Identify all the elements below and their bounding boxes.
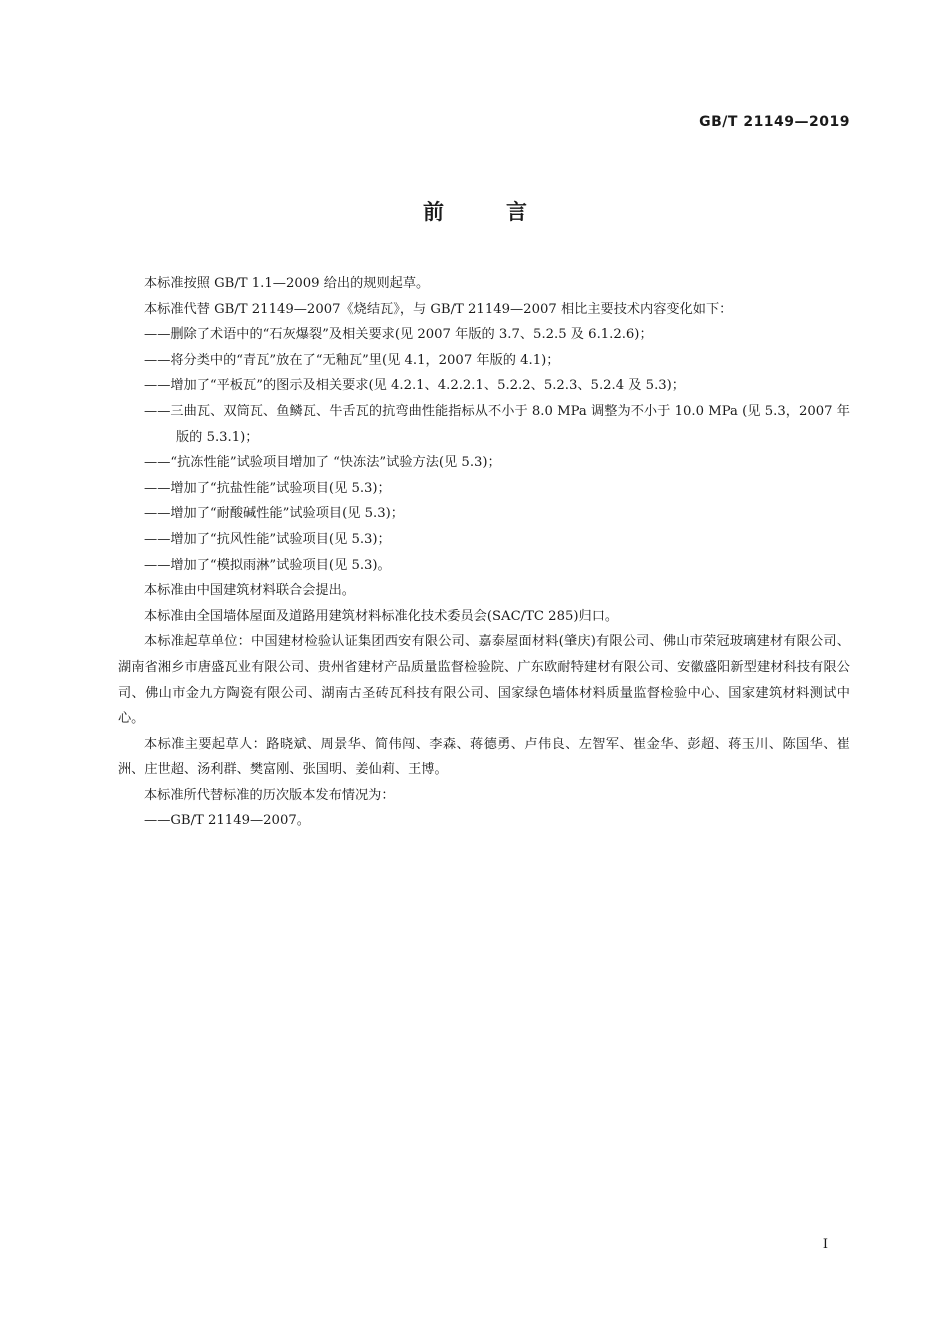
change-item: ——将分类中的“青瓦”放在了“无釉瓦”里(见 4.1，2007 年版的 4.1)；	[144, 352, 560, 368]
title-char-2: 言	[506, 200, 527, 224]
paragraph-drafters: 本标准主要起草人：路晓斌、周景华、简伟闯、李森、蒋德勇、卢伟良、左智军、崔金华、彭超、蒋玉川、陈国华、崔洲、庄世超、汤利群、樊富刚、张国明、姜仙莉、王博。	[118, 736, 850, 778]
paragraph-drafting-units: 本标准起草单位：中国建材检验认证集团西安有限公司、嘉泰屋面材料(肇庆)有限公司、佛山市荣冠玻璃建材有限公司、湖南省湘乡市唐盛瓦业有限公司、贵州省建材产品质量监督检验院、广东欧耐特建材有限公司、安徽盛阳新型建材科技有限公司、佛山市金九方陶瓷有限公司、湖南古圣砖瓦科技有限公司、国家绿色墙体材料质量监督检验中心、国家建筑材料测试中心。	[118, 634, 850, 727]
foreword-body	[118, 271, 850, 834]
change-item: ——“抗冻性能”试验项目增加了 “快冻法”试验方法(见 5.3)；	[144, 455, 501, 471]
change-item: ——增加了“耐酸碱性能”试验项目(见 5.3)；	[144, 506, 404, 522]
paragraph-proposer: 本标准由中国建筑材料联合会提出。	[144, 583, 355, 599]
change-item: ——三曲瓦、双筒瓦、鱼鳞瓦、牛舌瓦的抗弯曲性能指标从不小于 8.0 MPa 调整为不小于 10.0 MPa (见 5.3，2007 年版的 5.3.1)；	[144, 403, 850, 445]
change-item: ——增加了“抗盐性能”试验项目(见 5.3)；	[144, 480, 391, 496]
standard-code: GB/T 21149—2019	[699, 114, 850, 130]
title-char-1: 前	[423, 200, 444, 224]
history-item: ——GB/T 21149—2007。	[144, 813, 310, 829]
paragraph-history-intro: 本标准所代替标准的历次版本发布情况为：	[144, 787, 395, 803]
paragraph-committee: 本标准由全国墙体屋面及道路用建筑材料标准化技术委员会(SAC/TC 285)归口。	[144, 608, 619, 624]
change-item: ——增加了“模拟雨淋”试验项目(见 5.3)。	[144, 557, 391, 573]
change-item: ——增加了“平板瓦”的图示及相关要求(见 4.2.1、4.2.2.1、5.2.2、5.2.3、5.2.4 及 5.3)；	[144, 378, 685, 394]
page-title	[0, 196, 950, 226]
change-item: ——删除了术语中的“石灰爆裂”及相关要求(见 2007 年版的 3.7、5.2.5 及 6.1.2.6)；	[144, 327, 653, 343]
paragraph-drafting-rules: 本标准按照 GB/T 1.1—2009 给出的规则起草。	[144, 276, 430, 291]
paragraph-replacement: 本标准代替 GB/T 21149—2007《烧结瓦》，与 GB/T 21149—2007 相比主要技术内容变化如下：	[144, 301, 733, 317]
page-number: I	[822, 1237, 828, 1252]
change-item: ——增加了“抗风性能”试验项目(见 5.3)；	[144, 531, 391, 547]
